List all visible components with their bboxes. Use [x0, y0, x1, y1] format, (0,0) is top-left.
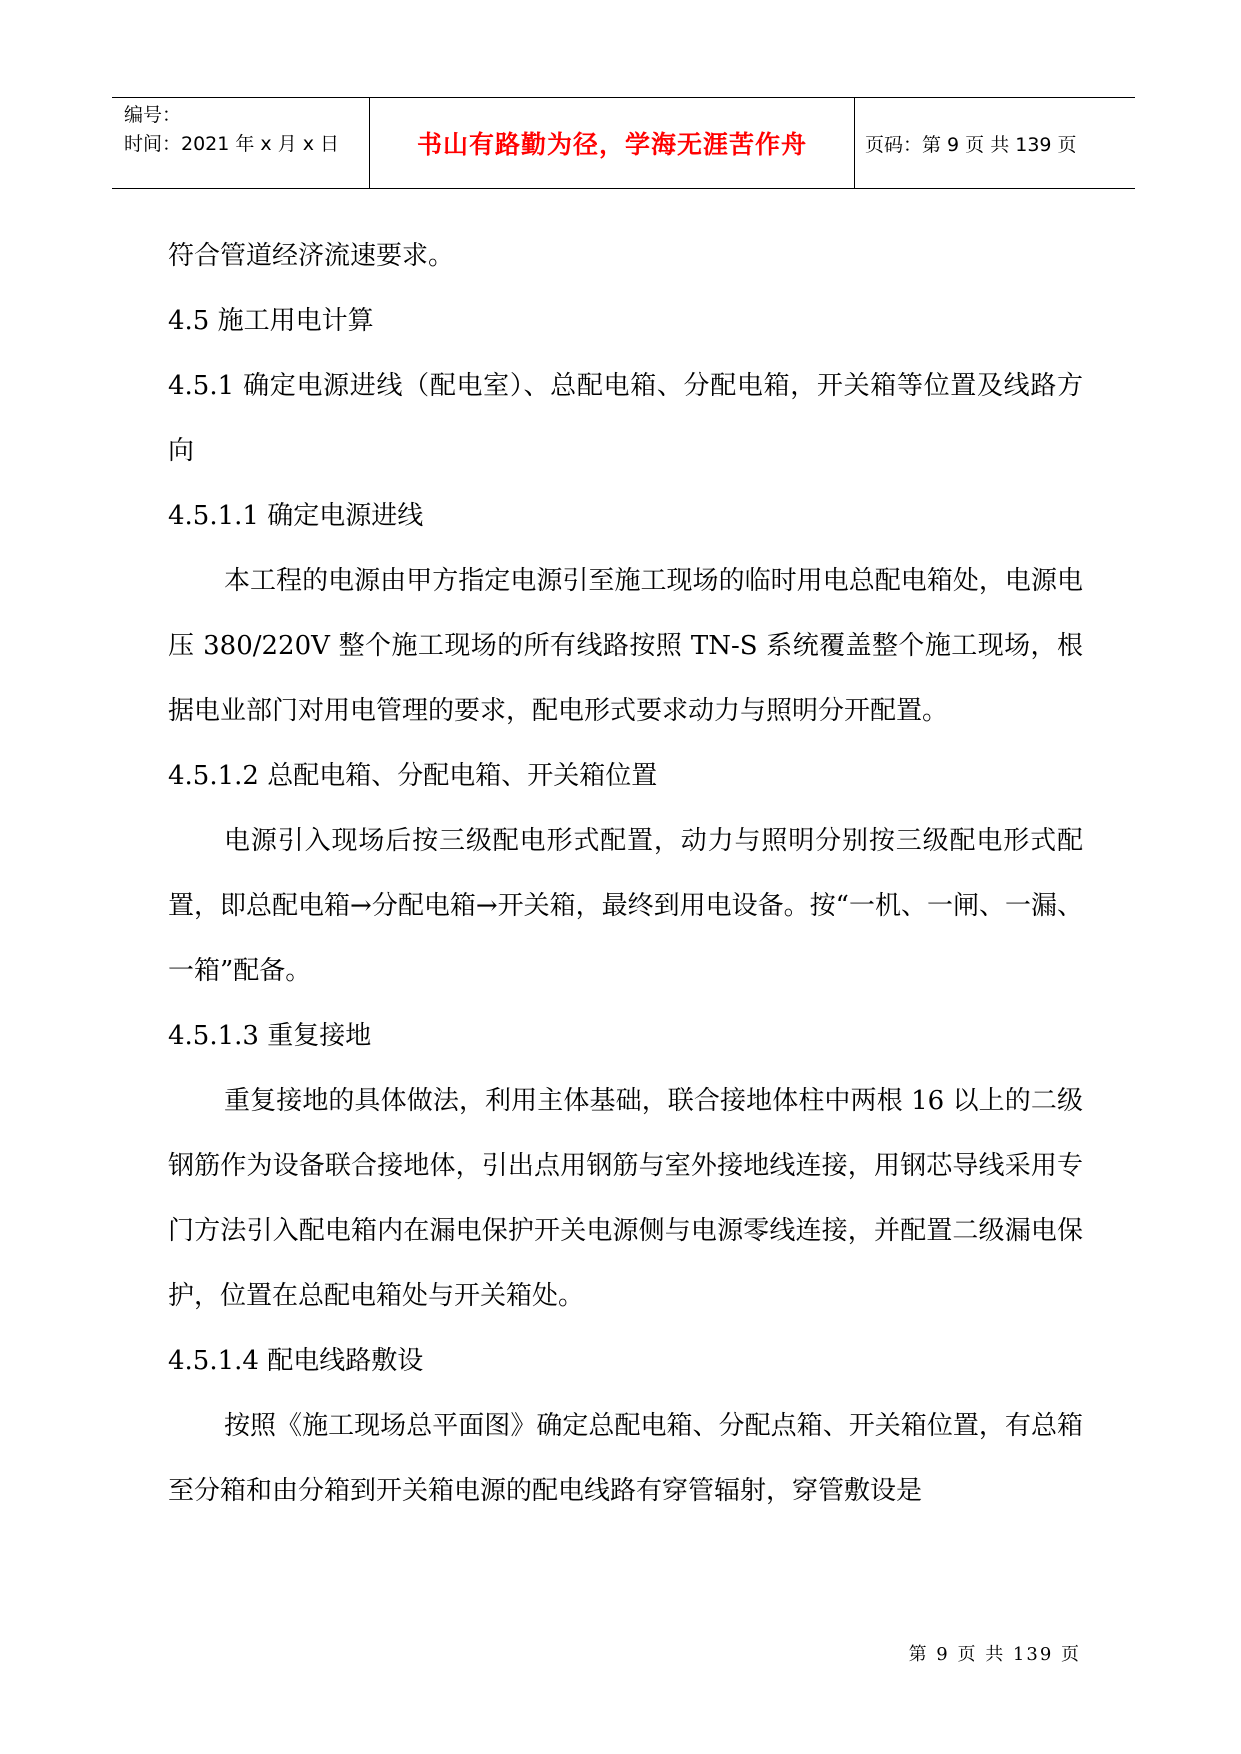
- section-heading: 4.5.1.2 总配电箱、分配电箱、开关箱位置: [168, 761, 658, 791]
- document-number-label: 编号：: [124, 104, 182, 126]
- paragraph: 符合管道经济流速要求。: [168, 241, 455, 271]
- header-page-info: 页码：第 9 页 共 139 页: [865, 133, 1077, 156]
- paragraph: 本工程的电源由甲方指定电源引至施工现场的临时用电总配电箱处，电源电压 380/220V 整个施工现场的所有线路按照 TN-S 系统覆盖整个施工现场，根据电业部门对用电管理的要求，配电形式要求动力与照明分开配置。: [168, 566, 1083, 726]
- paragraph: 电源引入现场后按三级配电形式配置，动力与照明分别按三级配电形式配置，即总配电箱→分配电箱→开关箱，最终到用电设备。按“一机、一闸、一漏、一箱”配备。: [168, 826, 1083, 986]
- section-heading: 4.5.1 确定电源进线（配电室）、总配电箱、分配电箱，开关箱等位置及线路方向: [168, 371, 1083, 466]
- section-heading: 4.5.1.4 配电线路敷设: [168, 1346, 424, 1376]
- paragraph: 重复接地的具体做法，利用主体基础，联合接地体柱中两根 16 以上的二级钢筋作为设备联合接地体，引出点用钢筋与室外接地线连接，用钢芯导线采用专门方法引入配电箱内在漏电保护开关电源侧与电源零线连接，并配置二级漏电保护，位置在总配电箱处与开关箱处。: [168, 1086, 1083, 1311]
- document-date: 时间：2021 年 x 月 x 日: [124, 133, 340, 155]
- section-heading: 4.5.1.3 重复接地: [168, 1021, 372, 1051]
- header-motto: 书山有路勤为径，学海无涯苦作舟: [370, 98, 855, 188]
- section-heading: 4.5 施工用电计算: [168, 306, 374, 336]
- section-heading: 4.5.1.1 确定电源进线: [168, 501, 424, 531]
- page-header: [112, 97, 1135, 189]
- paragraph: 按照《施工现场总平面图》确定总配电箱、分配点箱、开关箱位置，有总箱至分箱和由分箱到开关箱电源的配电线路有穿管辐射，穿管敷设是: [168, 1411, 1083, 1506]
- document-body: [168, 224, 1083, 1524]
- header-meta: [112, 98, 370, 188]
- page-footer: 第 9 页 共 139 页: [908, 1644, 1081, 1665]
